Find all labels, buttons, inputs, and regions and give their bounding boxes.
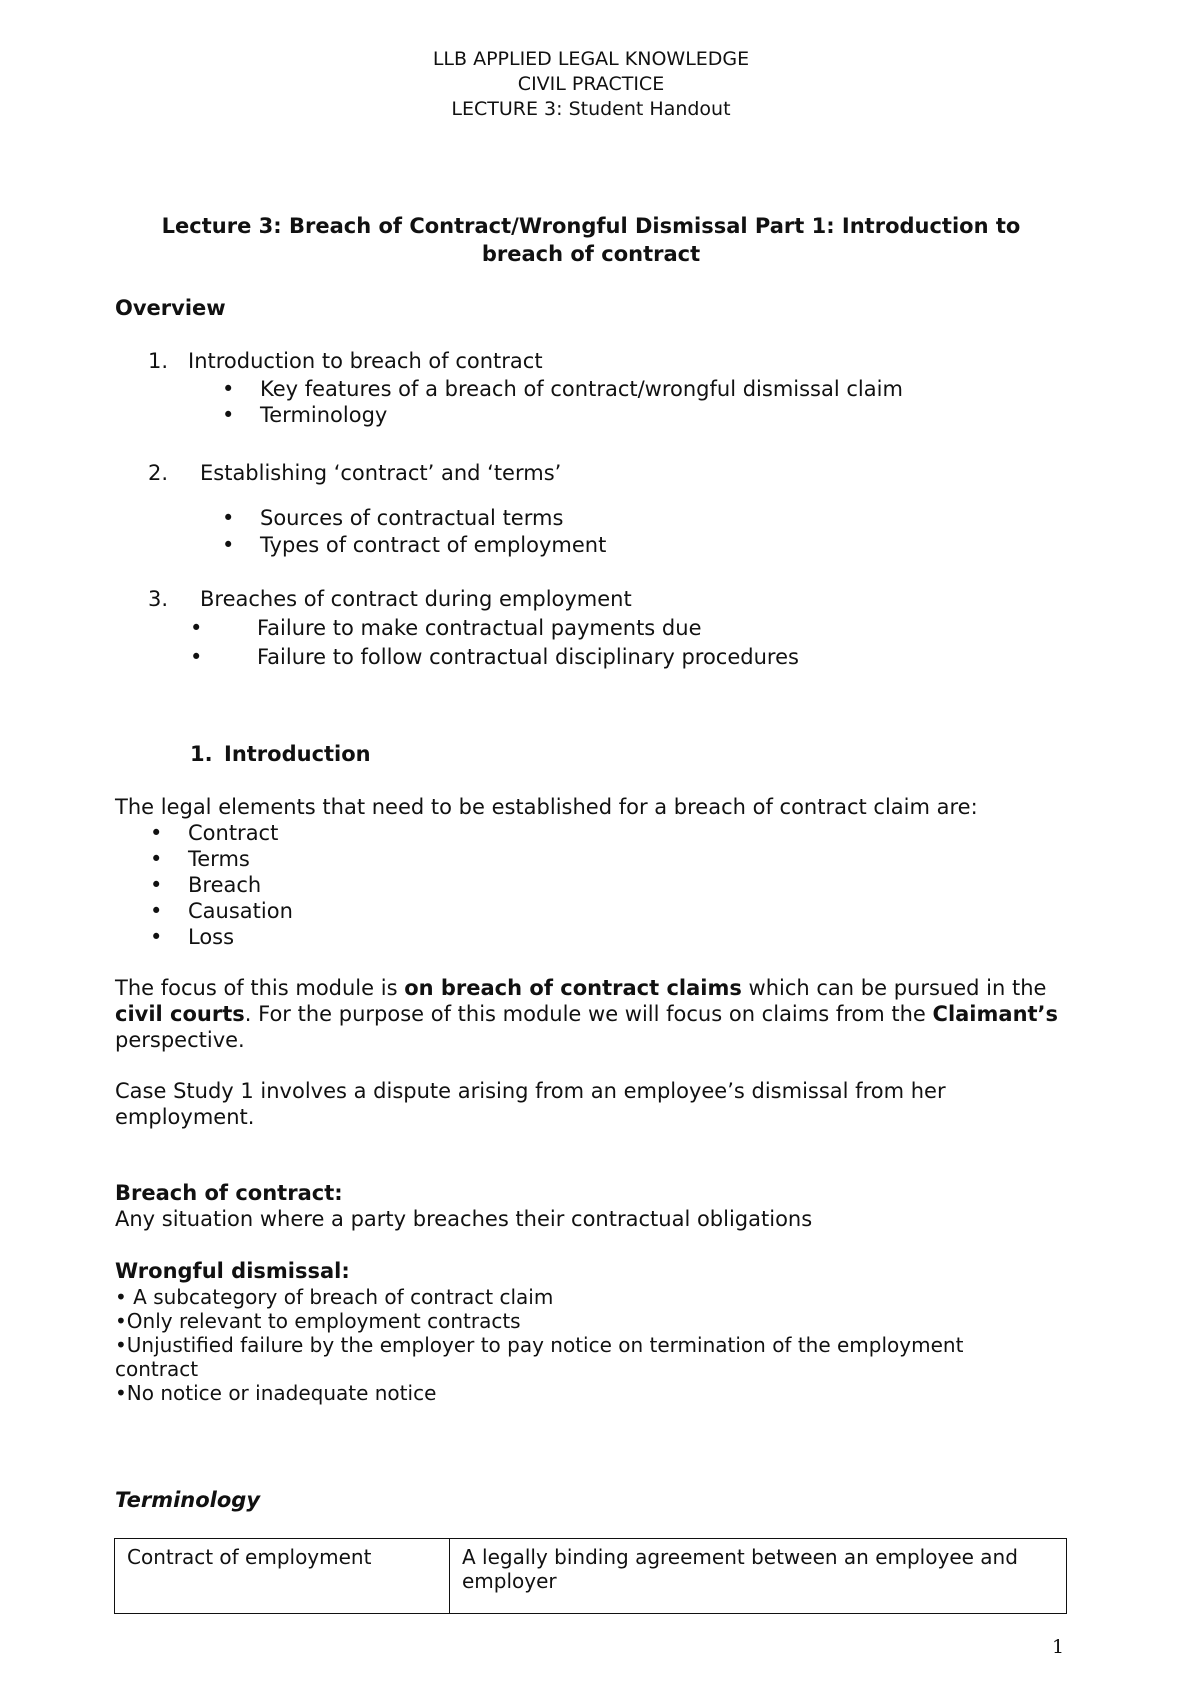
element-text: Loss: [188, 925, 235, 949]
text-run: perspective.: [115, 1028, 245, 1052]
overview-sub-bullet: [222, 532, 606, 558]
header-lecture: LECTURE 3: Student Handout: [451, 98, 731, 120]
overview-item-1-number: 1.: [148, 349, 169, 373]
bullet-icon: •: [150, 847, 163, 871]
terminology-table: [114, 1538, 1067, 1614]
wrongful-dismissal-item: •Unjustified failure by the employer to pay notice on termination of the employment contract: [115, 1333, 964, 1381]
overview-sub-text: Types of contract of employment: [260, 533, 607, 557]
lecture-title-line2: breach of contract: [481, 242, 701, 266]
lecture-title: [118, 212, 1064, 268]
section-title: Introduction: [224, 742, 371, 766]
overview-sub-bullet: [222, 376, 903, 402]
bullet-icon: •: [150, 821, 163, 845]
text-run: which can be pursued in the: [741, 976, 1047, 1000]
overview-item-2-text: Establishing ‘contract’ and ‘terms’: [200, 461, 562, 485]
text-run: The focus of this module is: [115, 976, 405, 1000]
text-run: . For the purpose of this module we will focus on claims from the: [244, 1002, 933, 1026]
element-item: [150, 820, 278, 846]
bullet-icon: •: [222, 506, 235, 530]
terminology-heading: Terminology: [115, 1488, 261, 1512]
emphasis-text: civil courts: [115, 1002, 245, 1026]
element-text: Breach: [188, 873, 262, 897]
element-text: Contract: [188, 821, 279, 845]
element-text: Terms: [188, 847, 250, 871]
element-item: [150, 898, 293, 924]
element-item: [150, 846, 250, 872]
document-header: [0, 47, 1182, 122]
emphasis-text: Claimant’s: [932, 1002, 1059, 1026]
header-course: LLB APPLIED LEGAL KNOWLEDGE: [432, 48, 750, 70]
bullet-icon: •: [222, 403, 235, 427]
overview-sub-text: Sources of contractual terms: [260, 506, 564, 530]
lecture-title-line1: Lecture 3: Breach of Contract/Wrongful Dismissal Part 1: Introduction to: [161, 214, 1021, 238]
element-item: [150, 924, 234, 950]
overview-sub-text: Failure to make contractual payments due: [257, 616, 702, 640]
definition-cell: A legally binding agreement between an employee and employer: [450, 1539, 1067, 1614]
page-number: 1: [1052, 1636, 1065, 1658]
overview-sub-bullet: [190, 615, 702, 641]
header-module: CIVIL PRACTICE: [517, 73, 665, 95]
emphasis-text: on breach of contract claims: [404, 976, 742, 1000]
overview-item-3-text: Breaches of contract during employment: [200, 587, 632, 611]
overview-sub-bullet: [190, 644, 799, 670]
module-focus-paragraph: [115, 975, 1075, 1053]
overview-item-1-text: Introduction to breach of contract: [188, 349, 543, 373]
term-cell: Contract of employment: [115, 1539, 450, 1614]
breach-of-contract-definition: Any situation where a party breaches their contractual obligations: [115, 1207, 813, 1231]
overview-item-2: [148, 460, 561, 486]
element-text: Causation: [188, 899, 293, 923]
bullet-icon: •: [150, 899, 163, 923]
overview-item-3-number: 3.: [148, 587, 169, 611]
bullet-icon: •: [150, 873, 163, 897]
case-study-paragraph: Case Study 1 involves a dispute arising from an employee’s dismissal from her employment.: [115, 1079, 946, 1129]
overview-item-1: [148, 348, 543, 374]
wrongful-dismissal-heading: Wrongful dismissal:: [115, 1259, 350, 1283]
section-number: 1.: [190, 742, 213, 766]
breach-of-contract-heading: Breach of contract:: [115, 1181, 343, 1205]
overview-sub-text: Terminology: [260, 403, 388, 427]
wrongful-dismissal-item: •No notice or inadequate notice: [115, 1381, 437, 1405]
overview-sub-text: Key features of a breach of contract/wrongful dismissal claim: [260, 377, 903, 401]
bullet-icon: •: [190, 616, 203, 640]
bullet-icon: •: [222, 377, 235, 401]
element-item: [150, 872, 261, 898]
overview-heading: Overview: [115, 296, 226, 320]
wrongful-dismissal-item: •Only relevant to employment contracts: [115, 1309, 521, 1333]
overview-sub-bullet: [222, 402, 387, 428]
bullet-icon: •: [222, 533, 235, 557]
table-row: [115, 1539, 1067, 1614]
bullet-icon: •: [150, 925, 163, 949]
section-heading-introduction: [190, 741, 371, 767]
wrongful-dismissal-item: • A subcategory of breach of contract claim: [115, 1285, 554, 1309]
legal-elements-lead: The legal elements that need to be established for a breach of contract claim are:: [115, 795, 978, 819]
bullet-icon: •: [190, 645, 203, 669]
overview-sub-text: Failure to follow contractual disciplinary procedures: [257, 645, 799, 669]
overview-item-3: [148, 586, 632, 612]
overview-item-2-number: 2.: [148, 461, 169, 485]
overview-sub-bullet: [222, 505, 563, 531]
